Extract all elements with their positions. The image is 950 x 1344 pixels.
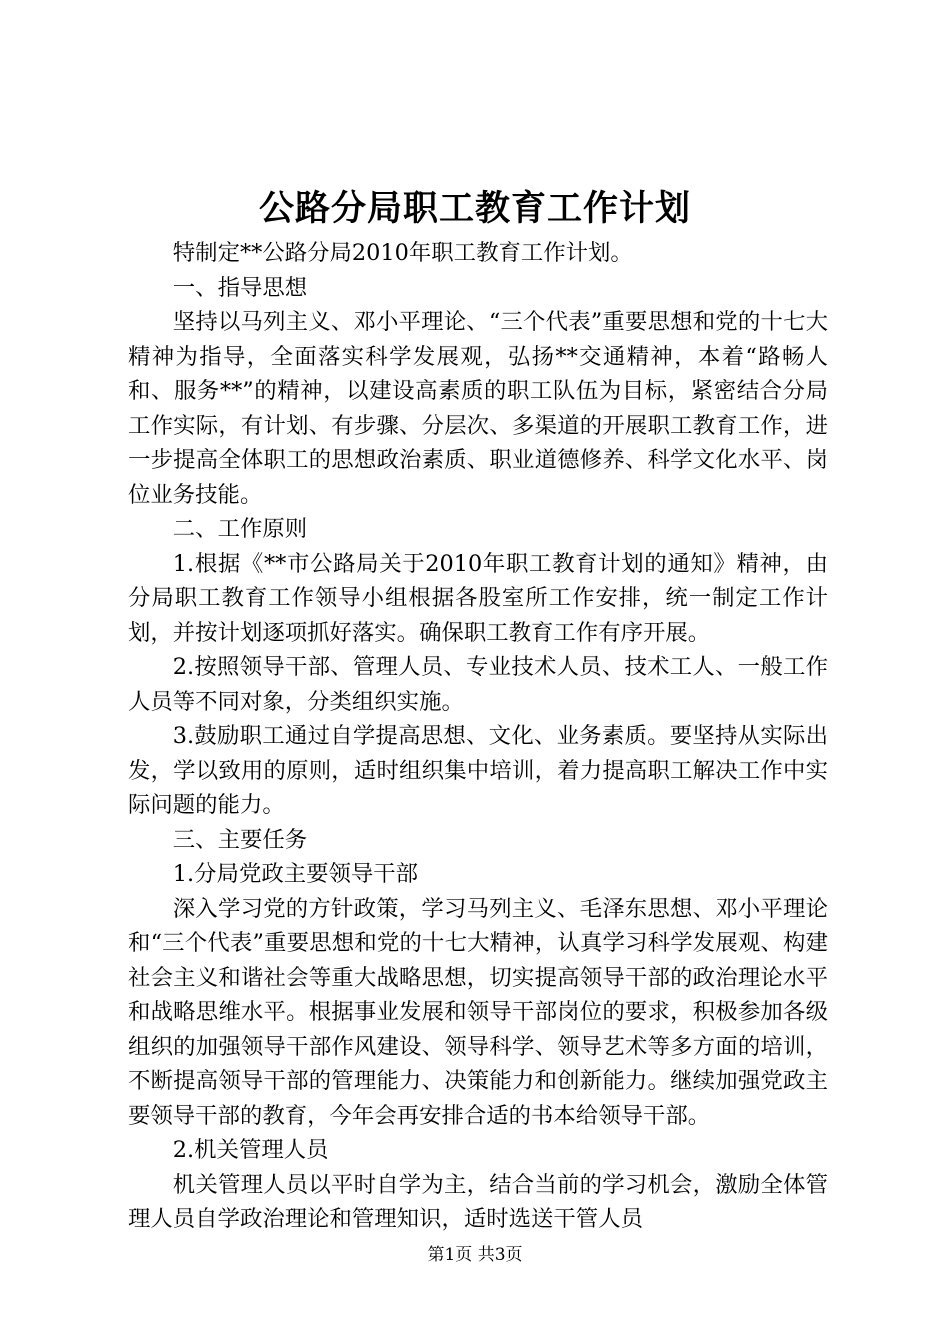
paragraph-intro: 特制定**公路分局2010年职工教育工作计划。	[172, 240, 633, 266]
paragraph-guiding-thought: 坚持以马列主义、邓小平理论、“三个代表”重要思想和党的十七大精神为指导，全面落实科学发展观，弘扬**交通精神，本着“路畅人和、服务**”的精神，以建设高素质的职工队伍为目标，紧密结合分局工作实际，有计划、有步骤、分层次、多渠道的开展职工教育工作，进一步提高全体职工的思想政治素质、职业道德修养、科学文化水平、岗位业务技能。	[128, 309, 828, 508]
section-heading-guiding-thought: 一、指导思想	[172, 274, 308, 301]
paragraph-principle-2: 2.按照领导干部、管理人员、专业技术人员、技术工人、一般工作人员等不同对象，分类组织实施。	[128, 654, 828, 715]
paragraph-principle-3: 3.鼓励职工通过自学提高思想、文化、业务素质。要坚持从实际出发，学以致用的原则，适时组织集中培训，着力提高职工解决工作中实际问题的能力。	[128, 723, 828, 818]
paragraph-principle-1: 1.根据《**市公路局关于2010年职工教育计划的通知》精神，由分局职工教育工作领导小组根据各股室所工作安排，统一制定工作计划，并按计划逐项抓好落实。确保职工教育工作有序开展。	[128, 550, 828, 646]
section-heading-main-tasks: 三、主要任务	[172, 826, 308, 853]
subheading-admin-staff: 2.机关管理人员	[172, 1137, 329, 1163]
section-heading-work-principles: 二、工作原则	[172, 516, 308, 542]
page-footer: 第1页 共3页	[427, 1245, 523, 1265]
document-body	[128, 236, 828, 1237]
subheading-leaders: 1.分局党政主要领导干部	[172, 861, 419, 887]
paragraph-admin-staff: 机关管理人员以平时自学为主，结合当前的学习机会，激励全体管理人员自学政治理论和管理知识，适时选送干管人员	[128, 1171, 828, 1232]
paragraph-leaders: 深入学习党的方针政策，学习马列主义、毛泽东思想、邓小平理论和“三个代表”重要思想和党的十七大精神，认真学习科学发展观、构建社会主义和谐社会等重大战略思想，切实提高领导干部的政治理论水平和战略思维水平。根据事业发展和领导干部岗位的要求，积极参加各级组织的加强领导干部作风建设、领导科学、领导艺术等多方面的培训，不断提高领导干部的管理能力、决策能力和创新能力。继续加强党政主要领导干部的教育，今年会再安排合适的书本给领导干部。	[128, 895, 828, 1129]
document-title: 公路分局职工教育工作计划	[258, 189, 691, 229]
